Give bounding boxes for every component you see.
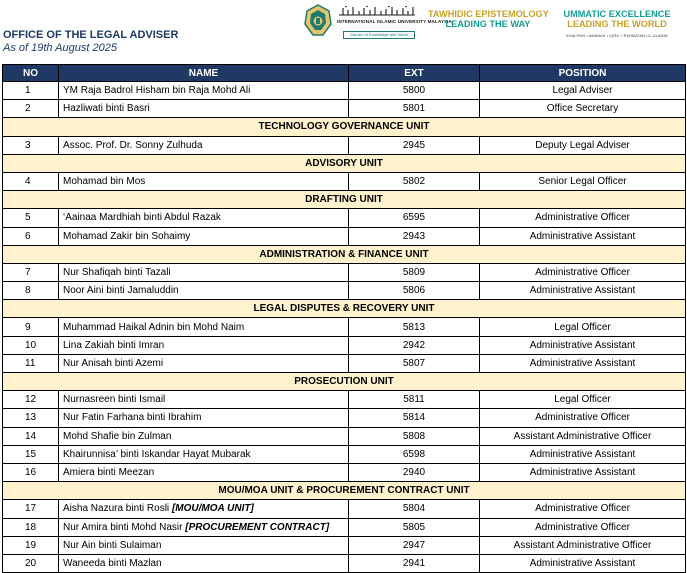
cell-ext: 2941 [349,554,480,572]
unit-label: PROSECUTION UNIT [3,373,686,391]
cell-position: Assistant Administrative Officer [480,427,686,445]
staff-name: Lina Zakiah binti Imran [63,339,165,351]
unit-label: MOU/MOA UNIT & PROCUREMENT CONTRACT UNIT [3,482,686,500]
table-row [3,391,686,409]
cell-ext: 2945 [349,136,480,154]
cell-no: 6 [3,227,59,245]
cell-position: Administrative Assistant [480,463,686,481]
staff-name: Amiera binti Meezan [63,467,155,479]
staff-name: Muhammad Haikal Adnin bin Mohd Naim [63,321,245,333]
slogan-tawhidic [428,9,548,29]
unit-tag: [MOU/MOA UNIT] [171,503,254,515]
table-row [3,463,686,481]
staff-name: Nur Shafiqah binti Tazali [63,266,171,278]
cell-position: Administrative Assistant [480,554,686,572]
cell-no: 13 [3,409,59,427]
unit-header-row [3,245,686,263]
staff-name: Mohamad Zakir bin Sohaimy [63,230,191,242]
cell-ext: 5805 [349,518,480,536]
cell-name [59,536,349,554]
page-title: OFFICE OF THE LEGAL ADVISER [3,29,179,41]
table-row [3,263,686,281]
cell-ext: 6598 [349,445,480,463]
cell-position: Administrative Assistant [480,354,686,372]
cell-no: 14 [3,427,59,445]
unit-header-row [3,300,686,318]
cell-no: 8 [3,282,59,300]
unit-tag: [PROCUREMENT CONTRACT] [185,521,330,533]
cell-position: Administrative Officer [480,500,686,518]
slogan-ummatic-line1: UMMATIC EXCELLENCE [563,9,671,19]
cell-ext: 5801 [349,100,480,118]
cell-name [59,409,349,427]
staff-name: Waneeda binti Mazlan [63,557,162,569]
unit-label: ADVISORY UNIT [3,154,686,172]
staff-name: Aisha Nazura binti Rosli [63,503,170,515]
cell-no: 11 [3,354,59,372]
table-row [3,100,686,118]
cell-name [59,263,349,281]
table-header-row [3,65,686,82]
cell-ext: 5807 [349,354,480,372]
unit-label: DRAFTING UNIT [3,191,686,209]
unit-label: TECHNOLOGY GOVERNANCE UNIT [3,118,686,136]
cell-name [59,554,349,572]
unit-header-row [3,482,686,500]
column-header-no: NO [3,65,59,82]
university-name: INTERNATIONAL ISLAMIC UNIVERSITY MALAYSIA [337,19,452,24]
unit-header-row [3,373,686,391]
cell-name [59,82,349,100]
cell-ext: 5804 [349,500,480,518]
cell-ext: 5806 [349,282,480,300]
cell-no: 12 [3,391,59,409]
cell-no: 3 [3,136,59,154]
cell-position: Deputy Legal Adviser [480,136,686,154]
table-row [3,172,686,190]
cell-position: Administrative Officer [480,518,686,536]
cell-position: Assistant Administrative Officer [480,536,686,554]
cell-no: 2 [3,100,59,118]
cell-no: 1 [3,82,59,100]
university-logo [303,4,452,40]
university-tagline: Garden of Knowledge and Virtue [343,31,415,39]
staff-name: Nur Anisah binti Azemi [63,357,164,369]
table-row [3,536,686,554]
cell-position: Administrative Assistant [480,282,686,300]
cell-name [59,318,349,336]
cell-no: 20 [3,554,59,572]
slogan-ummatic-line2: LEADING THE WORLD [567,19,667,29]
cell-name [59,172,349,190]
page-header [0,0,687,62]
column-header-ext: EXT [349,65,480,82]
unit-label: ADMINISTRATION & FINANCE UNIT [3,245,686,263]
cell-ext: 2940 [349,463,480,481]
staff-name: Nur Ain binti Sulaiman [63,539,162,551]
slogan-ummatic [552,9,682,29]
staff-name: Nur Fatin Farhana binti Ibrahim [63,412,202,424]
cell-no: 19 [3,536,59,554]
cell-ext: 2943 [349,227,480,245]
cell-name [59,282,349,300]
cell-no: 15 [3,445,59,463]
staff-name: Assoc. Prof. Dr. Sonny Zulhuda [63,139,203,151]
cell-ext: 6595 [349,209,480,227]
table-row [3,427,686,445]
table-row [3,336,686,354]
cell-position: Administrative Officer [480,263,686,281]
cell-ext: 5814 [349,409,480,427]
staff-name: YM Raja Badrol Hisham bin Raja Mohd Ali [63,85,251,97]
cell-ext: 2947 [349,536,480,554]
column-header-name: NAME [59,65,349,82]
cell-name [59,500,349,518]
staff-name: ‘Aainaa Mardhiah binti Abdul Razak [63,212,221,224]
cell-ext: 2942 [349,336,480,354]
table-row [3,409,686,427]
table-row [3,445,686,463]
cell-no: 17 [3,500,59,518]
staff-name: Khairunnisa’ binti Iskandar Hayat Mubarak [63,448,251,460]
staff-name: Nur Amira binti Mohd Nasir [63,521,183,533]
unit-header-row [3,154,686,172]
cell-position: Legal Officer [480,318,686,336]
table-row [3,209,686,227]
table-row [3,282,686,300]
cell-name [59,427,349,445]
cell-position: Legal Officer [480,391,686,409]
staff-name: Mohamad bin Mos [63,176,146,188]
cell-name [59,227,349,245]
cell-position: Senior Legal Officer [480,172,686,190]
cell-position: Administrative Assistant [480,227,686,245]
slogan-tawhidic-line1: TAWHIDIC EPISTEMOLOGY [428,9,549,19]
cell-no: 5 [3,209,59,227]
cell-ext: 5808 [349,427,480,445]
staff-name: Mohd Shafie bin Zulman [63,430,172,442]
cell-position: Office Secretary [480,100,686,118]
cell-no: 18 [3,518,59,536]
cell-ext: 5809 [349,263,480,281]
staff-directory-table [2,64,686,573]
cell-position: Administrative Officer [480,209,686,227]
table-row [3,82,686,100]
table-row [3,354,686,372]
slogan-tawhidic-line2: LEADING THE WAY [445,19,531,29]
unit-header-row [3,118,686,136]
column-header-position: POSITION [480,65,686,82]
slogan-values: KHALIFAH • AMANAH • IQRA' • RAHMATAN LIL-ALAMIN [566,34,668,38]
cell-no: 10 [3,336,59,354]
page-subtitle: As of 19th August 2025 [3,42,117,54]
table-row [3,136,686,154]
cell-name [59,209,349,227]
cell-position: Administrative Assistant [480,445,686,463]
cell-ext: 5802 [349,172,480,190]
cell-name [59,336,349,354]
cell-name [59,391,349,409]
table-row [3,554,686,572]
cell-ext: 5800 [349,82,480,100]
cell-position: Legal Adviser [480,82,686,100]
cell-no: 9 [3,318,59,336]
unit-header-row [3,191,686,209]
table-row [3,518,686,536]
unit-label: LEGAL DISPUTES & RECOVERY UNIT [3,300,686,318]
staff-name: Hazliwati binti Basri [63,103,150,115]
cell-position: Administrative Officer [480,409,686,427]
cell-ext: 5813 [349,318,480,336]
table-row [3,227,686,245]
cell-position: Administrative Assistant [480,336,686,354]
cell-name [59,100,349,118]
cell-name [59,136,349,154]
cell-name [59,463,349,481]
table-row [3,500,686,518]
cell-ext: 5811 [349,391,480,409]
staff-name: Noor Aini binti Jamaluddin [63,285,179,297]
cell-name [59,445,349,463]
cell-no: 16 [3,463,59,481]
arabic-name-logotype [337,5,417,17]
university-seal-icon [303,4,333,38]
table-row [3,318,686,336]
staff-name: Nurnasreen binti Ismail [63,394,166,406]
cell-name [59,518,349,536]
cell-no: 4 [3,172,59,190]
cell-name [59,354,349,372]
cell-no: 7 [3,263,59,281]
